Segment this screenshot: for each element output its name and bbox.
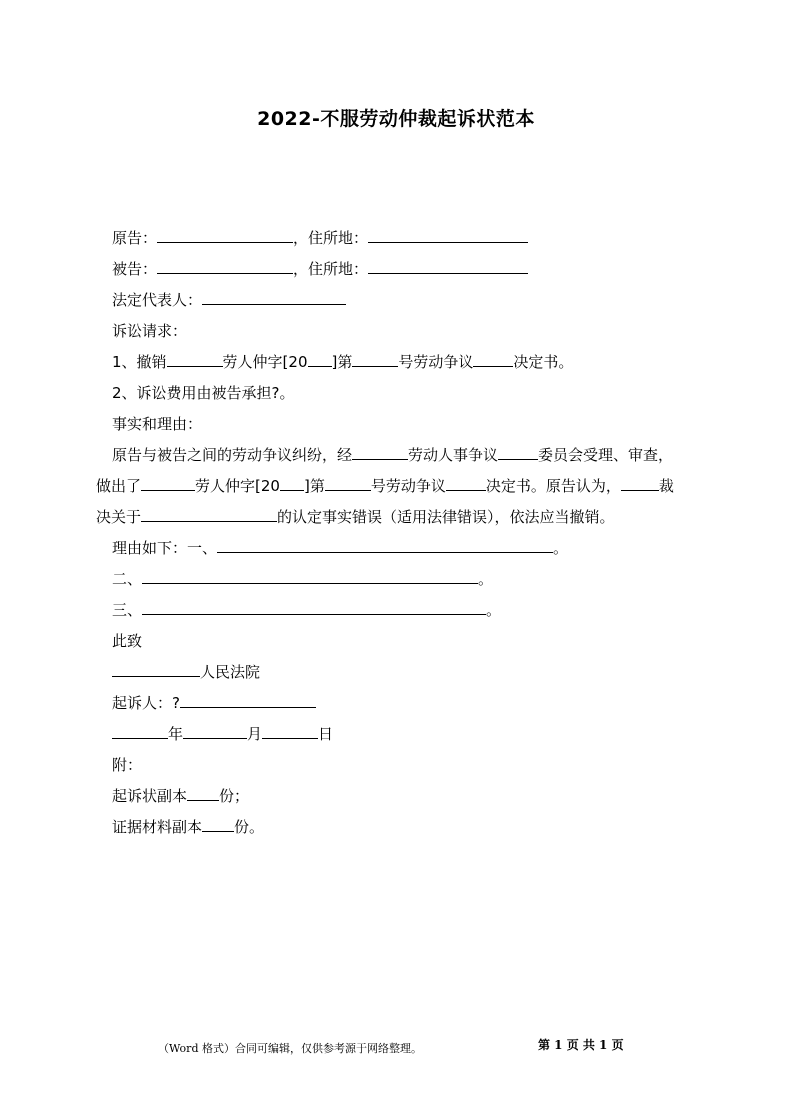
reason-2: 二、 。: [112, 570, 494, 588]
claims-heading: 诉讼请求：: [112, 322, 188, 340]
day-blank[interactable]: [262, 724, 318, 739]
closing: 此致: [112, 632, 143, 650]
reason-1: 理由如下：一、 。: [112, 539, 569, 557]
plaintiff-line: 原告： ，住所地：: [112, 228, 528, 248]
month-blank[interactable]: [183, 724, 247, 739]
facts-heading: 事实和理由：: [112, 415, 203, 433]
claim1-blank-3[interactable]: [352, 352, 398, 367]
plaintiff-residence-blank[interactable]: [368, 228, 528, 243]
claim-2: 2、诉讼费用由被告承担?。: [112, 384, 295, 402]
reason3-blank[interactable]: [142, 600, 486, 615]
defendant-residence-blank[interactable]: [368, 259, 528, 274]
court-line: 人民法院: [112, 662, 260, 682]
claim1-blank-1[interactable]: [167, 352, 223, 367]
defendant-line: 被告： ，住所地：: [112, 259, 528, 279]
facts-line-2: 做出了 劳人仲字[20 ]第 号劳动争议 决定书。原告认为， 裁: [96, 477, 674, 495]
document-title: 2022-不服劳动仲裁起诉状范本: [257, 108, 535, 130]
facts-blank-2[interactable]: [498, 445, 538, 460]
facts-blank-6[interactable]: [446, 476, 486, 491]
defendant-blank[interactable]: [157, 259, 293, 274]
facts-blank-1[interactable]: [352, 445, 408, 460]
claim1-blank-4[interactable]: [473, 352, 513, 367]
legal-rep-blank[interactable]: [202, 290, 346, 305]
reason2-blank[interactable]: [142, 569, 478, 584]
facts-line-1: 原告与被告之间的劳动争议纠纷，经 劳动人事争议 委员会受理、审查，: [112, 446, 674, 464]
year-blank[interactable]: [112, 724, 168, 739]
facts-blank-8[interactable]: [141, 507, 277, 522]
signer-blank[interactable]: [180, 693, 316, 708]
reason1-blank[interactable]: [217, 538, 553, 553]
facts-blank-3[interactable]: [141, 476, 195, 491]
facts-blank-4[interactable]: [280, 476, 304, 491]
attach2-blank[interactable]: [202, 817, 234, 832]
attach-2: 证据材料副本 份。: [112, 818, 265, 836]
facts-blank-5[interactable]: [325, 476, 371, 491]
facts-line-3: 决关于 的认定事实错误（适用法律错误），依法应当撤销。: [96, 508, 615, 526]
reason-3: 三、 。: [112, 601, 502, 619]
date-line: 年 月 日: [112, 724, 333, 744]
court-blank[interactable]: [112, 662, 200, 677]
attach-heading: 附：: [112, 756, 143, 774]
signer-line: 起诉人：?: [112, 693, 316, 713]
footer-page-number: 第 1 页 共 1 页: [538, 1038, 624, 1052]
claim1-blank-2[interactable]: [308, 352, 332, 367]
footer-note: （Word 格式）合同可编辑，仅供参考源于网络整理。: [158, 1042, 422, 1055]
claim-1: 1、撤销 劳人仲字[20 ]第 号劳动争议 决定书。: [112, 353, 574, 371]
plaintiff-blank[interactable]: [157, 228, 293, 243]
attach-1: 起诉状副本 份；: [112, 787, 250, 805]
legal-rep-line: 法定代表人：: [112, 290, 346, 310]
facts-blank-7[interactable]: [621, 476, 659, 491]
attach1-blank[interactable]: [187, 786, 219, 801]
